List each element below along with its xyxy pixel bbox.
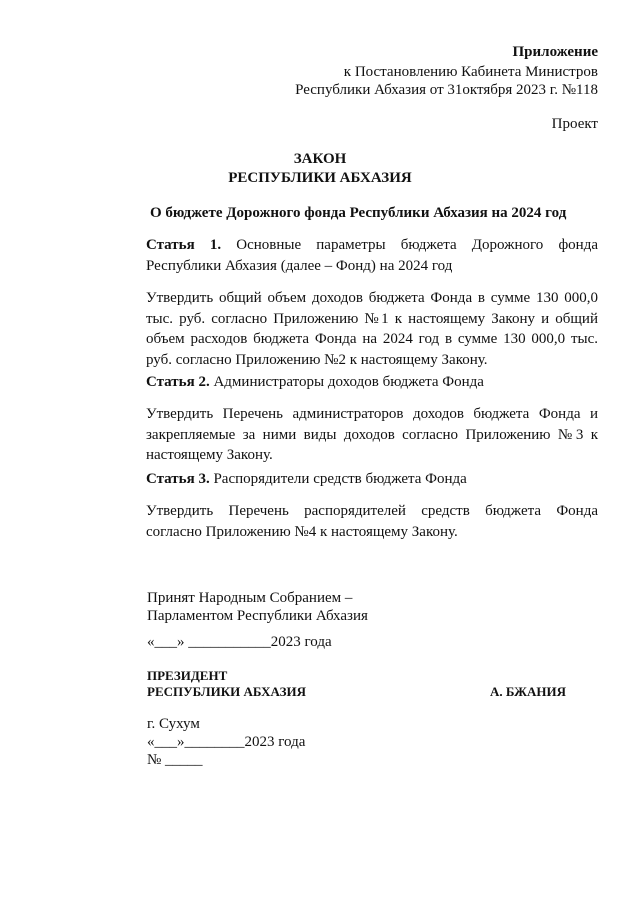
title-law: ЗАКОН: [293, 151, 347, 167]
place-number: № _____: [147, 752, 203, 768]
article-1-title: Основные параметры бюджета Дорожного фонда Республики Абхазия (далее – Фонд) на 2024 год: [146, 237, 598, 274]
article-3-body: [110, 501, 598, 542]
article-1-body: [110, 288, 598, 370]
place-city: г. Сухум: [147, 716, 200, 732]
signature-title-1: ПРЕЗИДЕНТ: [147, 668, 228, 683]
signature-title-2: РЕСПУБЛИКИ АБХАЗИЯ: [147, 684, 306, 699]
adoption-line-1: Принят Народным Собранием –: [147, 590, 353, 606]
article-1-number: Статья 1.: [146, 237, 222, 253]
article-3-heading: [110, 469, 598, 490]
adoption-line-2: Парламентом Республики Абхазия: [147, 608, 368, 624]
adoption-date: «___» ___________2023 года: [147, 634, 332, 650]
signature-name: А. БЖАНИЯ: [490, 684, 567, 699]
annex-line-1: к Постановлению Кабинета Министров: [343, 64, 598, 80]
article-2-title: Администраторы доходов бюджета Фонда: [209, 374, 484, 390]
article-3-number: Статья 3.: [146, 471, 210, 487]
place-date: «___»________2023 года: [147, 734, 306, 750]
article-2-number: Статья 2.: [146, 374, 210, 390]
law-subject: О бюджете Дорожного фонда Республики Абхазия на 2024 год: [150, 205, 567, 221]
article-2-body: [110, 404, 598, 466]
title-republic: РЕСПУБЛИКИ АБХАЗИЯ: [228, 170, 412, 186]
article-3-body-text: Утвердить Перечень распорядителей средств бюджета Фонда согласно Приложению №4 к настоящему Закону.: [146, 503, 598, 540]
article-2-body-text: Утвердить Перечень администраторов доходов бюджета Фонда и закрепляемые за ними виды доходов согласно Приложению №3 к настоящему Закону.: [146, 406, 598, 463]
article-3-title: Распорядители средств бюджета Фонда: [209, 471, 467, 487]
article-1-heading: [110, 235, 598, 276]
draft-label: Проект: [551, 116, 598, 132]
annex-label: Приложение: [512, 44, 598, 60]
article-2-heading: [110, 372, 598, 393]
annex-line-2: Республики Абхазия от 31октября 2023 г. №118: [295, 82, 598, 98]
article-1-body-text: Утвердить общий объем доходов бюджета Фонда в сумме 130 000,0 тыс. руб. согласно Приложению №1 к настоящему Закону и общий объем расходов бюджета Фонда на 2024 год в сумме 130 000,0 тыс. руб. согласно Приложению №2 к настоящему Закону.: [146, 290, 598, 368]
